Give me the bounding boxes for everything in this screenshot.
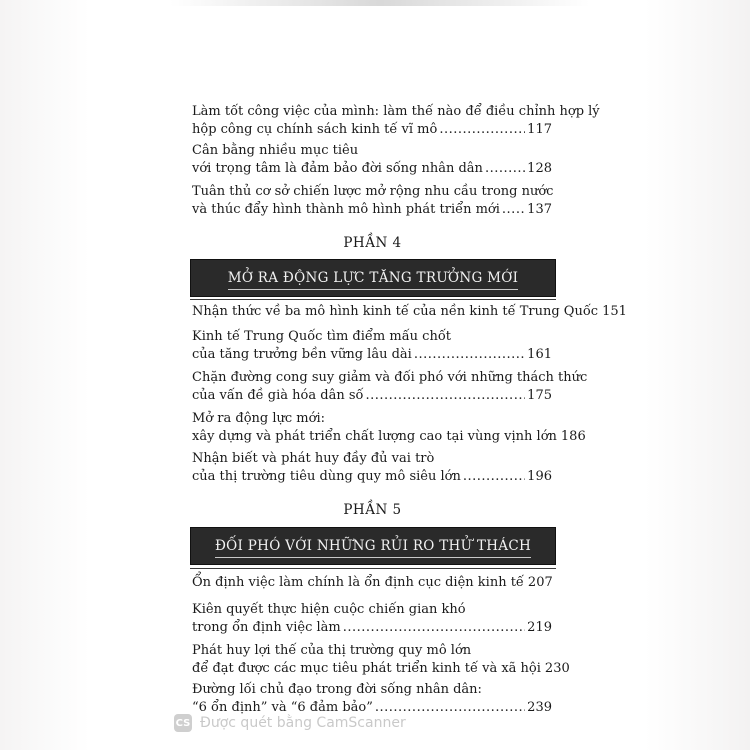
toc-entry <box>192 642 570 678</box>
toc-entry-text: với trọng tâm là đảm bảo đời sống nhân dân <box>192 161 483 176</box>
leader-dots <box>343 619 525 637</box>
toc-entry-line: Phát huy lợi thế của thị trường quy mô lớn <box>192 643 472 658</box>
toc-page-number: 151 <box>602 304 627 319</box>
toc-entry <box>192 369 588 405</box>
camscanner-watermark <box>174 714 406 732</box>
toc-page-number: 219 <box>527 620 552 635</box>
leader-dots <box>463 468 525 486</box>
toc-entry-text: và thúc đẩy hình thành mô hình phát triển mới <box>192 202 500 217</box>
toc-entry-line: Cân bằng nhiều mục tiêu <box>192 143 359 158</box>
toc-entry-text: Nhận thức về ba mô hình kinh tế của nền kinh tế Trung Quốc <box>192 304 599 319</box>
toc-entry-text: của vấn đề già hóa dân số <box>192 388 364 403</box>
toc-page-number: 137 <box>527 202 552 217</box>
toc-entry-line: Chặn đường cong suy giảm và đối phó với những thách thức <box>192 370 588 385</box>
toc-entry-line: Kiên quyết thực hiện cuộc chiến gian khó <box>192 602 466 617</box>
toc-entry <box>192 601 552 637</box>
toc-page-number: 207 <box>527 575 553 590</box>
section-title: ĐỐI PHÓ VỚI NHỮNG RỦI RO THỬ THÁCH <box>215 538 531 558</box>
toc-page-number: 161 <box>527 347 552 362</box>
section-divider <box>190 299 556 300</box>
toc-page-number: 128 <box>527 161 552 176</box>
part-label: PHẦN 5 <box>343 502 402 518</box>
leader-dots <box>502 201 525 219</box>
toc-entry-text: của thị trường tiêu dùng quy mô siêu lớn <box>192 469 461 484</box>
toc-entry-line: Kinh tế Trung Quốc tìm điểm mấu chốt <box>192 329 451 344</box>
toc-entry <box>192 142 552 178</box>
toc-page-number: 196 <box>527 469 552 484</box>
section-title-bar <box>190 527 556 565</box>
toc-entry <box>192 183 552 219</box>
section-divider <box>190 568 556 569</box>
toc-page-number: 186 <box>560 429 586 444</box>
toc-entry-line: Làm tốt công việc của mình: làm thế nào để điều chỉnh hợp lý <box>192 104 600 119</box>
toc-entry-text: hộp công cụ chính sách kinh tế vĩ mô <box>192 122 438 137</box>
toc-entry-line: Tuân thủ cơ sở chiến lược mở rộng nhu cầu trong nước <box>192 184 554 199</box>
toc-page-number: 230 <box>544 661 570 676</box>
toc-entry-text: trong ổn định việc làm <box>192 620 341 635</box>
toc-entry-line: Nhận biết và phát huy đầy đủ vai trò <box>192 451 435 466</box>
toc-entry-text: “6 ổn định” và “6 đảm bảo” <box>192 700 373 715</box>
camscanner-logo-icon: CS <box>174 714 192 732</box>
toc-entry-text: của tăng trưởng bền vững lâu dài <box>192 347 412 362</box>
section-title: MỞ RA ĐỘNG LỰC TĂNG TRƯỞNG MỚI <box>228 270 519 290</box>
toc-entry <box>192 303 627 321</box>
toc-entry <box>192 681 552 717</box>
toc-entry <box>192 410 586 446</box>
leader-dots <box>439 121 525 139</box>
leader-dots <box>365 387 525 405</box>
leader-dots <box>414 346 525 364</box>
toc-entry-line: Đường lối chủ đạo trong đời sống nhân dân: <box>192 682 482 697</box>
toc-page-number: 175 <box>527 388 552 403</box>
toc-page-number: 239 <box>527 700 552 715</box>
watermark-text: Được quét bằng CamScanner <box>200 715 406 731</box>
toc-entry <box>192 103 600 139</box>
toc-entry <box>192 328 552 364</box>
toc-entry-text: Ổn định việc làm chính là ổn định cục diện kinh tế <box>192 575 524 590</box>
toc-entry <box>192 574 552 592</box>
section-title-bar <box>190 259 556 297</box>
toc-entry-text: xây dựng và phát triển chất lượng cao tại vùng vịnh lớn <box>192 429 557 444</box>
toc-page-number: 117 <box>527 122 552 137</box>
toc-entry-text: để đạt được các mục tiêu phát triển kinh tế và xã hội <box>192 661 541 676</box>
leader-dots <box>485 160 525 178</box>
toc-entry-line: Mở ra động lực mới: <box>192 411 325 426</box>
part-label: PHẦN 4 <box>343 235 402 251</box>
page-edge-shadow <box>170 0 590 6</box>
toc-entry <box>192 450 552 486</box>
